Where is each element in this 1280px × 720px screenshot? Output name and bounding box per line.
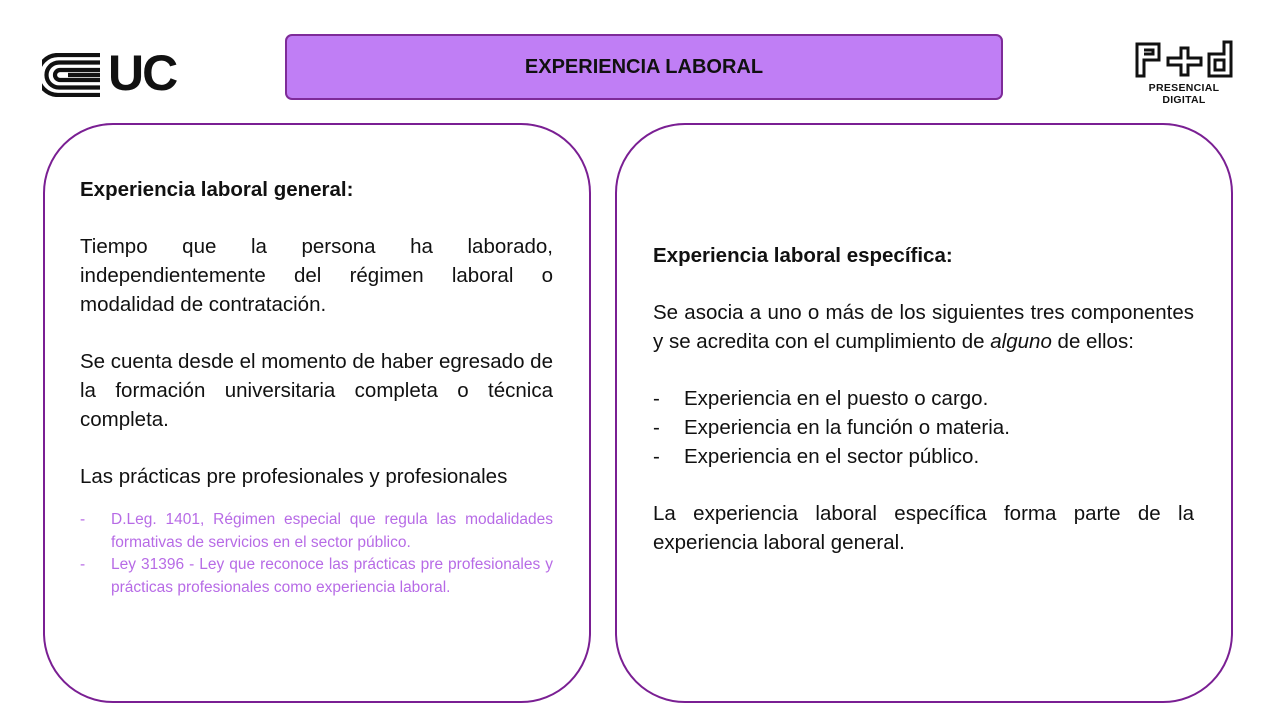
specific-experience-content: [653, 241, 1194, 557]
general-experience-heading: Experiencia laboral general:: [80, 178, 354, 201]
general-experience-content: [80, 175, 553, 599]
specific-experience-components-list: [653, 384, 1194, 471]
page-title-text: EXPERIENCIA LABORAL: [524, 55, 764, 78]
ptd-monogram-icon: [1133, 40, 1235, 78]
component-text: Experiencia en el puesto o cargo.: [684, 387, 989, 410]
specific-experience-heading: Experiencia laboral específica:: [653, 244, 953, 267]
component-item: - Experiencia en el puesto o cargo.: [653, 387, 989, 410]
component-item: - Experiencia en la función o materia.: [653, 416, 1010, 439]
page-title: [285, 34, 1003, 100]
presencial-digital-text: PRESENCIAL DIGITAL: [1148, 82, 1220, 106]
component-item: - Experiencia en el sector público.: [653, 445, 980, 468]
legal-reference-text: Ley 31396 - Ley que reconoce las prácticas pre profesionales y prácticas profesionales como experiencia laboral.: [111, 556, 553, 596]
general-experience-count-rule: Se cuenta desde el momento de haber egresado de la formación universitaria completa o técnica completa.: [80, 350, 553, 431]
legal-reference-item: - Ley 31396 - Ley que reconoce las prácticas pre profesionales y prácticas profesionales como experiencia laboral.: [80, 556, 553, 596]
specific-experience-intro: Se asocia a uno o más de los siguientes tres componentes y se acredita con el cumplimiento de alguno de ellos:: [653, 301, 1194, 353]
legal-reference-text: D.Leg. 1401, Régimen especial que regula las modalidades formativas de servicios en el sector público.: [111, 511, 553, 551]
uc-logo: [42, 45, 187, 101]
legal-references-list: [80, 509, 553, 599]
uc-stripes-icon: [42, 53, 104, 97]
component-text: Experiencia en la función o materia.: [684, 416, 1010, 439]
presencial-digital-logo: [1133, 40, 1235, 106]
general-experience-definition: Tiempo que la persona ha laborado, independientemente del régimen laboral o modalidad de contratación.: [80, 235, 553, 316]
specific-experience-closing: La experiencia laboral específica forma parte de la experiencia laboral general.: [653, 502, 1194, 554]
emphasis-alguno: alguno: [990, 330, 1052, 353]
legal-reference-item: - D.Leg. 1401, Régimen especial que regula las modalidades formativas de servicios en el sector público.: [80, 511, 553, 551]
internships-statement: Las prácticas pre profesionales y profesionales: [80, 465, 508, 488]
component-text: Experiencia en el sector público.: [684, 445, 980, 468]
uc-logo-text: UC: [108, 45, 177, 101]
